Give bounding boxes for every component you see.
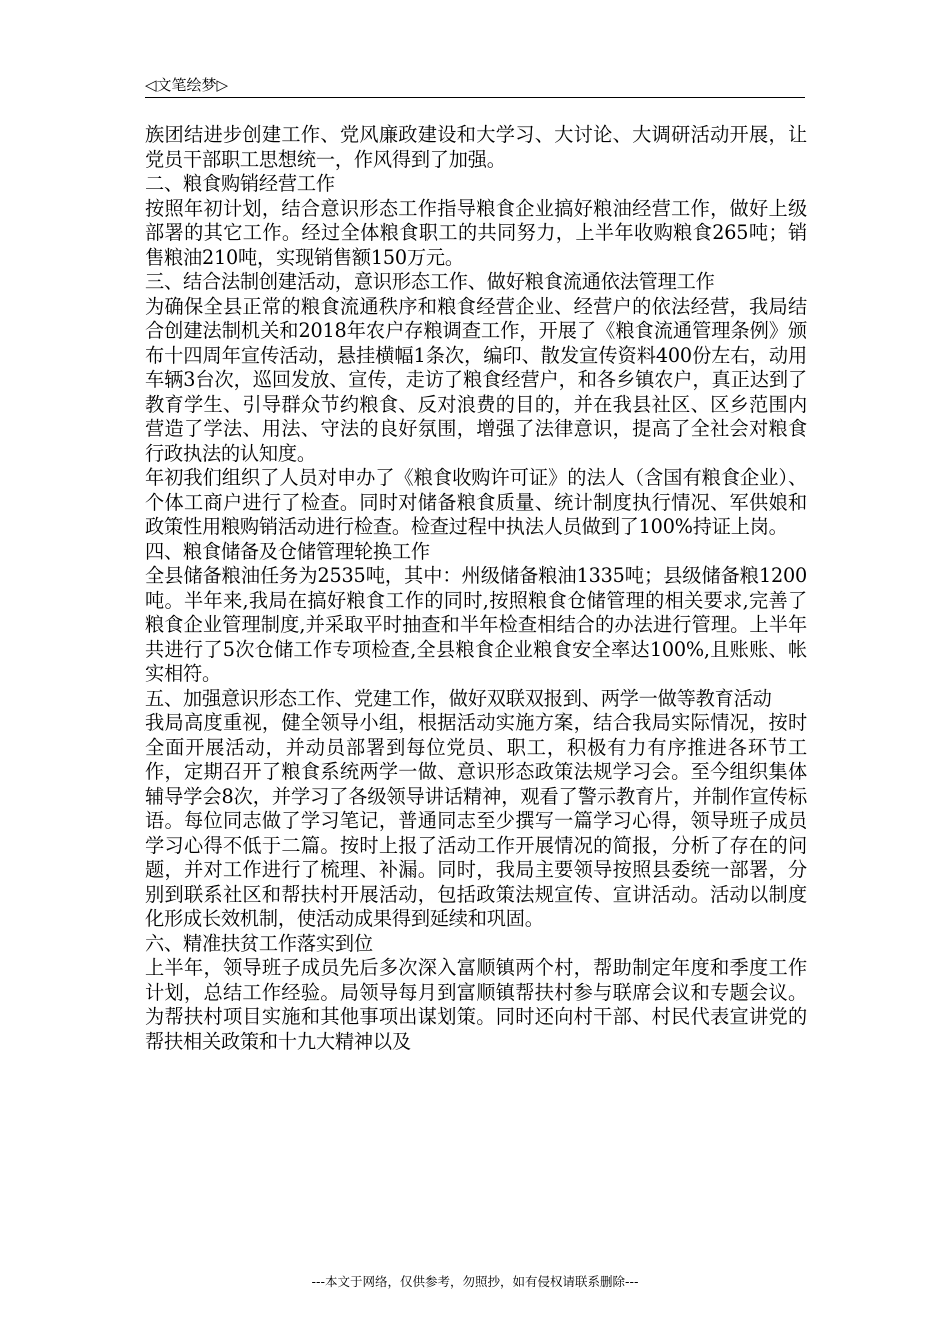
header-divider [145,97,805,98]
page-footer-notice: ---本文于网络，仅供参考，勿照抄，如有侵权请联系删除--- [311,1274,639,1289]
section-heading-2: 二、粮食购销经营工作 [145,172,335,195]
page-header: ◁文笔绘梦▷ [145,76,229,94]
section-heading-5: 五、加强意识形态工作、党建工作，做好双联双报到、两学一做等教育活动 [145,686,772,710]
paragraph-legal-management: 为确保全县正常的粮食流通秩序和粮食经营企业、经营户的依法经营，我局结合创建法制机关和2018年农户存粮调查工作，开展了《粮食流通管理条例》颁布十四周年宣传活动，悬挂横幅1条次，编印、散发宣传资料400份左右，动用车辆3台次，巡回发放、宣传，走访了粮食经营户，和各乡镇农户，真正达到了教育学生、引导群众节约粮食、反对浪费的目的，并在我县社区、区乡范围内营造了学法、用法、守法的良好氛围，增强了法律意识，提高了全社会对粮食行政执法的认知度。 [145,294,807,465]
section-heading-4: 四、粮食储备及仓储管理轮换工作 [145,539,430,563]
paragraph-continuation: 族团结进步创建工作、党风廉政建设和大学习、大讨论、大调研活动开展，让党员干部职工思想统一，作风得到了加强。 [145,123,807,171]
paragraph-grain-sales: 按照年初计划，结合意识形态工作指导粮食企业搞好粮油经营工作，做好上级部署的其它工作。经过全体粮食职工的共同努力，上半年收购粮食265吨；销售粮油210吨，实现销售额150万元。 [145,196,807,269]
paragraph-inspection: 年初我们组织了人员对申办了《粮食收购许可证》的法人（含国有粮食企业）、个体工商户进行了检查。同时对储备粮食质量、统计制度执行情况、军供娘和政策性用粮购销活动进行检查。检查过程中执法人员做到了100%持证上岗。 [145,466,807,538]
document-body [145,123,807,1054]
section-heading-3: 三、结合法制创建活动，意识形态工作、做好粮食流通依法管理工作 [145,270,715,293]
section-heading-6: 六、精准扶贫工作落实到位 [145,931,373,955]
paragraph-education-activities: 我局高度重视，健全领导小组，根据活动实施方案，结合我局实际情况，按时全面开展活动，并动员部署到每位党员、职工，积极有力有序推进各环节工作，定期召开了粮食系统两学一做、意识形态政策法规学习会。至今组织集体辅导学会8次，并学习了各级领导讲话精神，观看了警示教育片，并制作宣传标语。每位同志做了学习笔记，普通同志至少撰写一篇学习心得，领导班子成员学习心得不低于二篇。按时上报了活动工作开展情况的简报，分析了存在的问题，并对工作进行了梳理、补漏。同时，我局主要领导按照县委统一部署，分别到联系社区和帮扶村开展活动，包括政策法规宣传、宣讲活动。活动以制度化形成长效机制，使活动成果得到延续和巩固。 [145,711,807,930]
paragraph-grain-reserve: 全县储备粮油任务为2535吨，其中：州级储备粮油1335吨；县级储备粮1200吨。半年来,我局在搞好粮食工作的同时,按照粮食仓储管理的相关要求,完善了粮食企业管理制度,并采取平时抽查和半年检查相结合的办法进行管理。上半年共进行了5次仓储工作专项检查,全县粮食企业粮食安全率达100%,且账账、帐实相符。 [145,564,807,685]
paragraph-poverty-alleviation: 上半年，领导班子成员先后多次深入富顺镇两个村，帮助制定年度和季度工作计划，总结工作经验。局领导每月到富顺镇帮扶村参与联席会议和专题会议。为帮扶村项目实施和其他事项出谋划策。同时还向村干部、村民代表宣讲党的帮扶相关政策和十九大精神以及 [145,956,807,1053]
